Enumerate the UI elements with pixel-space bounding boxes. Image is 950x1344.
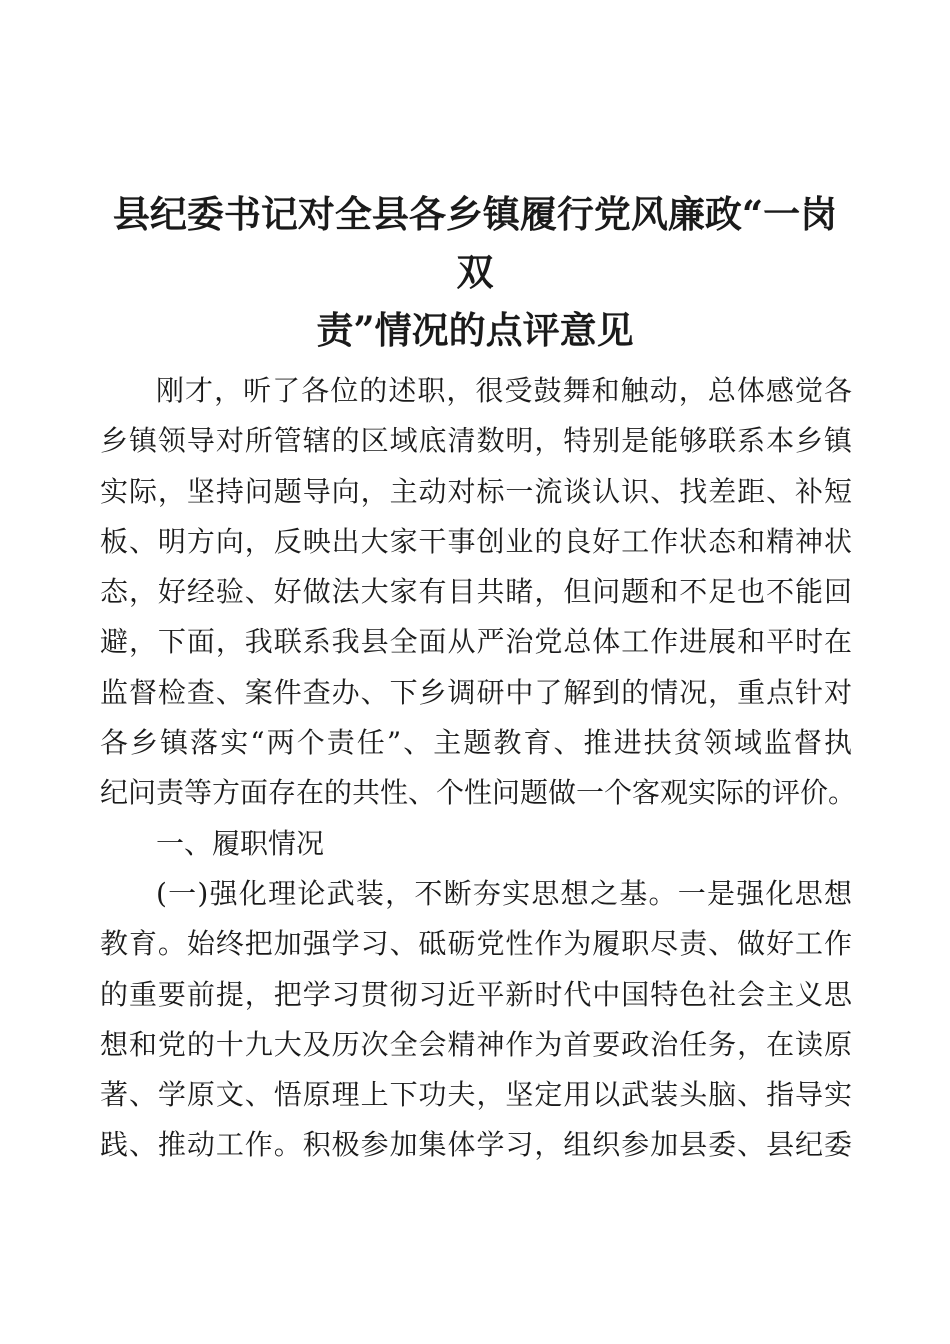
- paragraph-line: 的重要前提，把学习贯彻习近平新时代中国特色社会主义思: [100, 977, 852, 1011]
- paragraph-line: 践、推动工作。积极参加集体学习，组织参加县委、县纪委: [100, 1128, 852, 1162]
- paragraph-line: 避，下面，我联系我县全面从严治党总体工作进展和平时在: [100, 625, 852, 659]
- title-line-2: 责”情况的点评意见: [316, 308, 634, 352]
- document-body: [100, 366, 857, 1171]
- paragraph-line: 著、学原文、悟原理上下功夫，坚定用以武装头脑、指导实: [100, 1078, 852, 1112]
- title-line-1: 县纪委书记对全县各乡镇履行党风廉政“一岗双: [112, 192, 838, 294]
- paragraph-line: 监督检查、案件查办、下乡调研中了解到的情况，重点针对: [100, 675, 852, 709]
- paragraph-line: 教育。始终把加强学习、砥砺党性作为履职尽责、做好工作: [100, 927, 852, 961]
- paragraph-line: 刚才，听了各位的述职，很受鼓舞和触动，总体感觉各: [156, 374, 852, 407]
- paragraph-line: 板、明方向，反映出大家干事创业的良好工作状态和精神状: [100, 524, 852, 558]
- paragraph-line: 想和党的十九大及历次全会精神作为首要政治任务，在读原: [100, 1027, 852, 1061]
- paragraph-line: (一)强化理论武装，不断夯实思想之基。一是强化思想: [156, 876, 852, 910]
- paragraph-line: 乡镇领导对所管辖的区域底清数明，特别是能够联系本乡镇: [100, 424, 852, 458]
- paragraph-line: 纪问责等方面存在的共性、个性问题做一个客观实际的评价。: [100, 776, 857, 810]
- document-title: [100, 185, 850, 359]
- paragraph-line: 各乡镇落实“两个责任”、主题教育、推进扶贫领域监督执: [100, 726, 852, 760]
- paragraph-line: 实际，坚持问题导向，主动对标一流谈认识、找差距、补短: [100, 474, 852, 508]
- paragraph-line: 态，好经验、好做法大家有目共睹，但问题和不足也不能回: [100, 575, 852, 609]
- section-heading: 一、履职情况: [156, 826, 325, 860]
